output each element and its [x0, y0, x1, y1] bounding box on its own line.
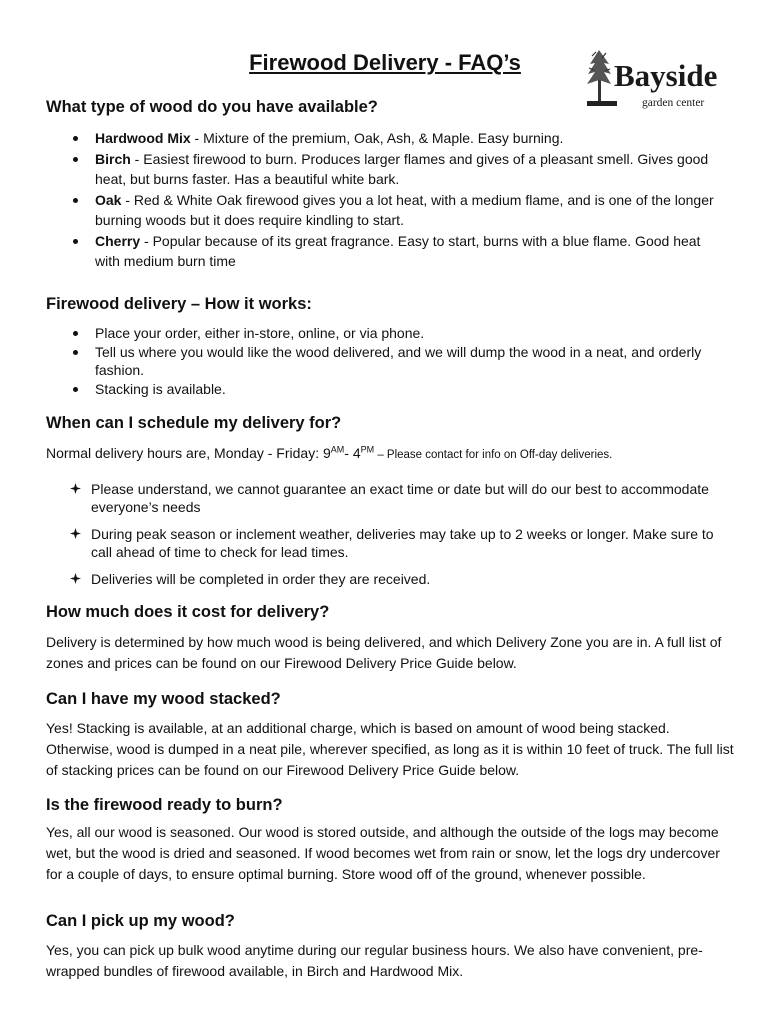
- wood-types-list: [46, 128, 726, 272]
- list-item: Stacking is available.: [46, 380, 726, 399]
- pickup-answer: Yes, you can pick up bulk wood anytime during our regular business hours. We also have convenient, pre-wrapped bundles of firewood available, in Birch and Hardwood Mix.: [46, 942, 703, 979]
- list-item: [46, 480, 726, 516]
- schedule-note: Deliveries will be completed in order they are received.: [91, 571, 431, 587]
- section-heading-stacked: Can I have my wood stacked?: [46, 690, 281, 708]
- logo-tagline: garden center: [642, 97, 705, 109]
- section-heading-schedule: When can I schedule my delivery for?: [46, 414, 342, 432]
- list-item: [46, 570, 726, 588]
- section-heading-pickup: Can I pick up my wood?: [46, 912, 235, 930]
- list-item: Place your order, either in-store, online, or via phone.: [46, 324, 726, 343]
- tree-icon: [587, 50, 617, 106]
- hours-prefix: Normal delivery hours are, Monday - Friday: 9: [46, 445, 331, 461]
- list-item: [46, 128, 726, 149]
- list-item: [46, 525, 726, 561]
- list-item: Tell us where you would like the wood delivered, and we will dump the wood in a neat, and orderly fashion.: [46, 343, 726, 380]
- ready-to-burn-answer: Yes, all our wood is seasoned. Our wood is stored outside, and although the outside of the logs may become wet, but the wood is dried and seasoned. If wood becomes wet from rain or snow, let the logs dry undercover for a couple of days, to ensure optimal burning. Store wood off of the ground, whenever possible.: [46, 824, 720, 882]
- wood-description: - Popular because of its great fragrance. Easy to start, burns with a blue flame. Good heat with medium burn time: [95, 232, 701, 269]
- wood-term: Birch: [95, 150, 131, 167]
- how-it-works-list: [46, 324, 726, 398]
- list-item: [46, 190, 726, 231]
- list-item: [46, 231, 726, 272]
- list-item: [46, 149, 726, 190]
- wood-term: Hardwood Mix: [95, 130, 191, 146]
- schedule-notes-list: [46, 480, 726, 597]
- schedule-note: Please understand, we cannot guarantee an exact time or date but will do our best to accommodate everyone’s needs: [91, 481, 709, 515]
- hours-am: AM: [330, 444, 345, 455]
- wood-term: Oak: [95, 191, 122, 208]
- section-heading-wood-types: What type of wood do you have available?: [46, 98, 378, 116]
- wood-term: Cherry: [95, 232, 141, 249]
- hours-dash: - 4: [344, 445, 361, 461]
- section-heading-cost: How much does it cost for delivery?: [46, 603, 330, 621]
- wood-description: - Red & White Oak firewood gives you a lot heat, with a medium flame, and is one of the longer burning woods but it does require kindling to start.: [95, 191, 714, 228]
- logo-brand: Bayside: [614, 58, 718, 93]
- stacked-answer: Yes! Stacking is available, at an additional charge, which is based on amount of wood being stacked. Otherwise, wood is dumped in a neat pile, wherever specified, as long as it is within 10 feet of truck. The full list of stacking prices can be found on our Firewood Delivery Price Guide below.: [46, 720, 734, 778]
- diamond-bullet-icon: [70, 573, 81, 584]
- wood-description: - Easiest firewood to burn. Produces larger flames and gives of a pleasant smell. Gives good heat, but burns faster. Has a beautiful white bark.: [95, 150, 709, 187]
- wood-description: - Mixture of the premium, Oak, Ash, & Maple. Easy burning.: [190, 130, 564, 146]
- bayside-logo: [586, 44, 726, 112]
- section-heading-how-it-works: Firewood delivery – How it works:: [46, 295, 312, 313]
- page-title: Firewood Delivery - FAQ’s: [249, 50, 521, 75]
- hours-pm: PM: [360, 444, 375, 455]
- diamond-bullet-icon: [70, 483, 81, 494]
- delivery-hours: [46, 443, 736, 466]
- cost-answer: Delivery is determined by how much wood is being delivered, and which Delivery Zone you are in. A full list of zones and prices can be found on our Firewood Delivery Price Guide below.: [46, 634, 722, 671]
- off-day-note: – Please contact for info on Off-day deliveries.: [374, 449, 613, 461]
- section-heading-ready-to-burn: Is the firewood ready to burn?: [46, 796, 283, 814]
- schedule-note: During peak season or inclement weather, deliveries may take up to 2 weeks or longer. Make sure to call ahead of time to check for lead times.: [91, 526, 714, 560]
- diamond-bullet-icon: [70, 528, 81, 539]
